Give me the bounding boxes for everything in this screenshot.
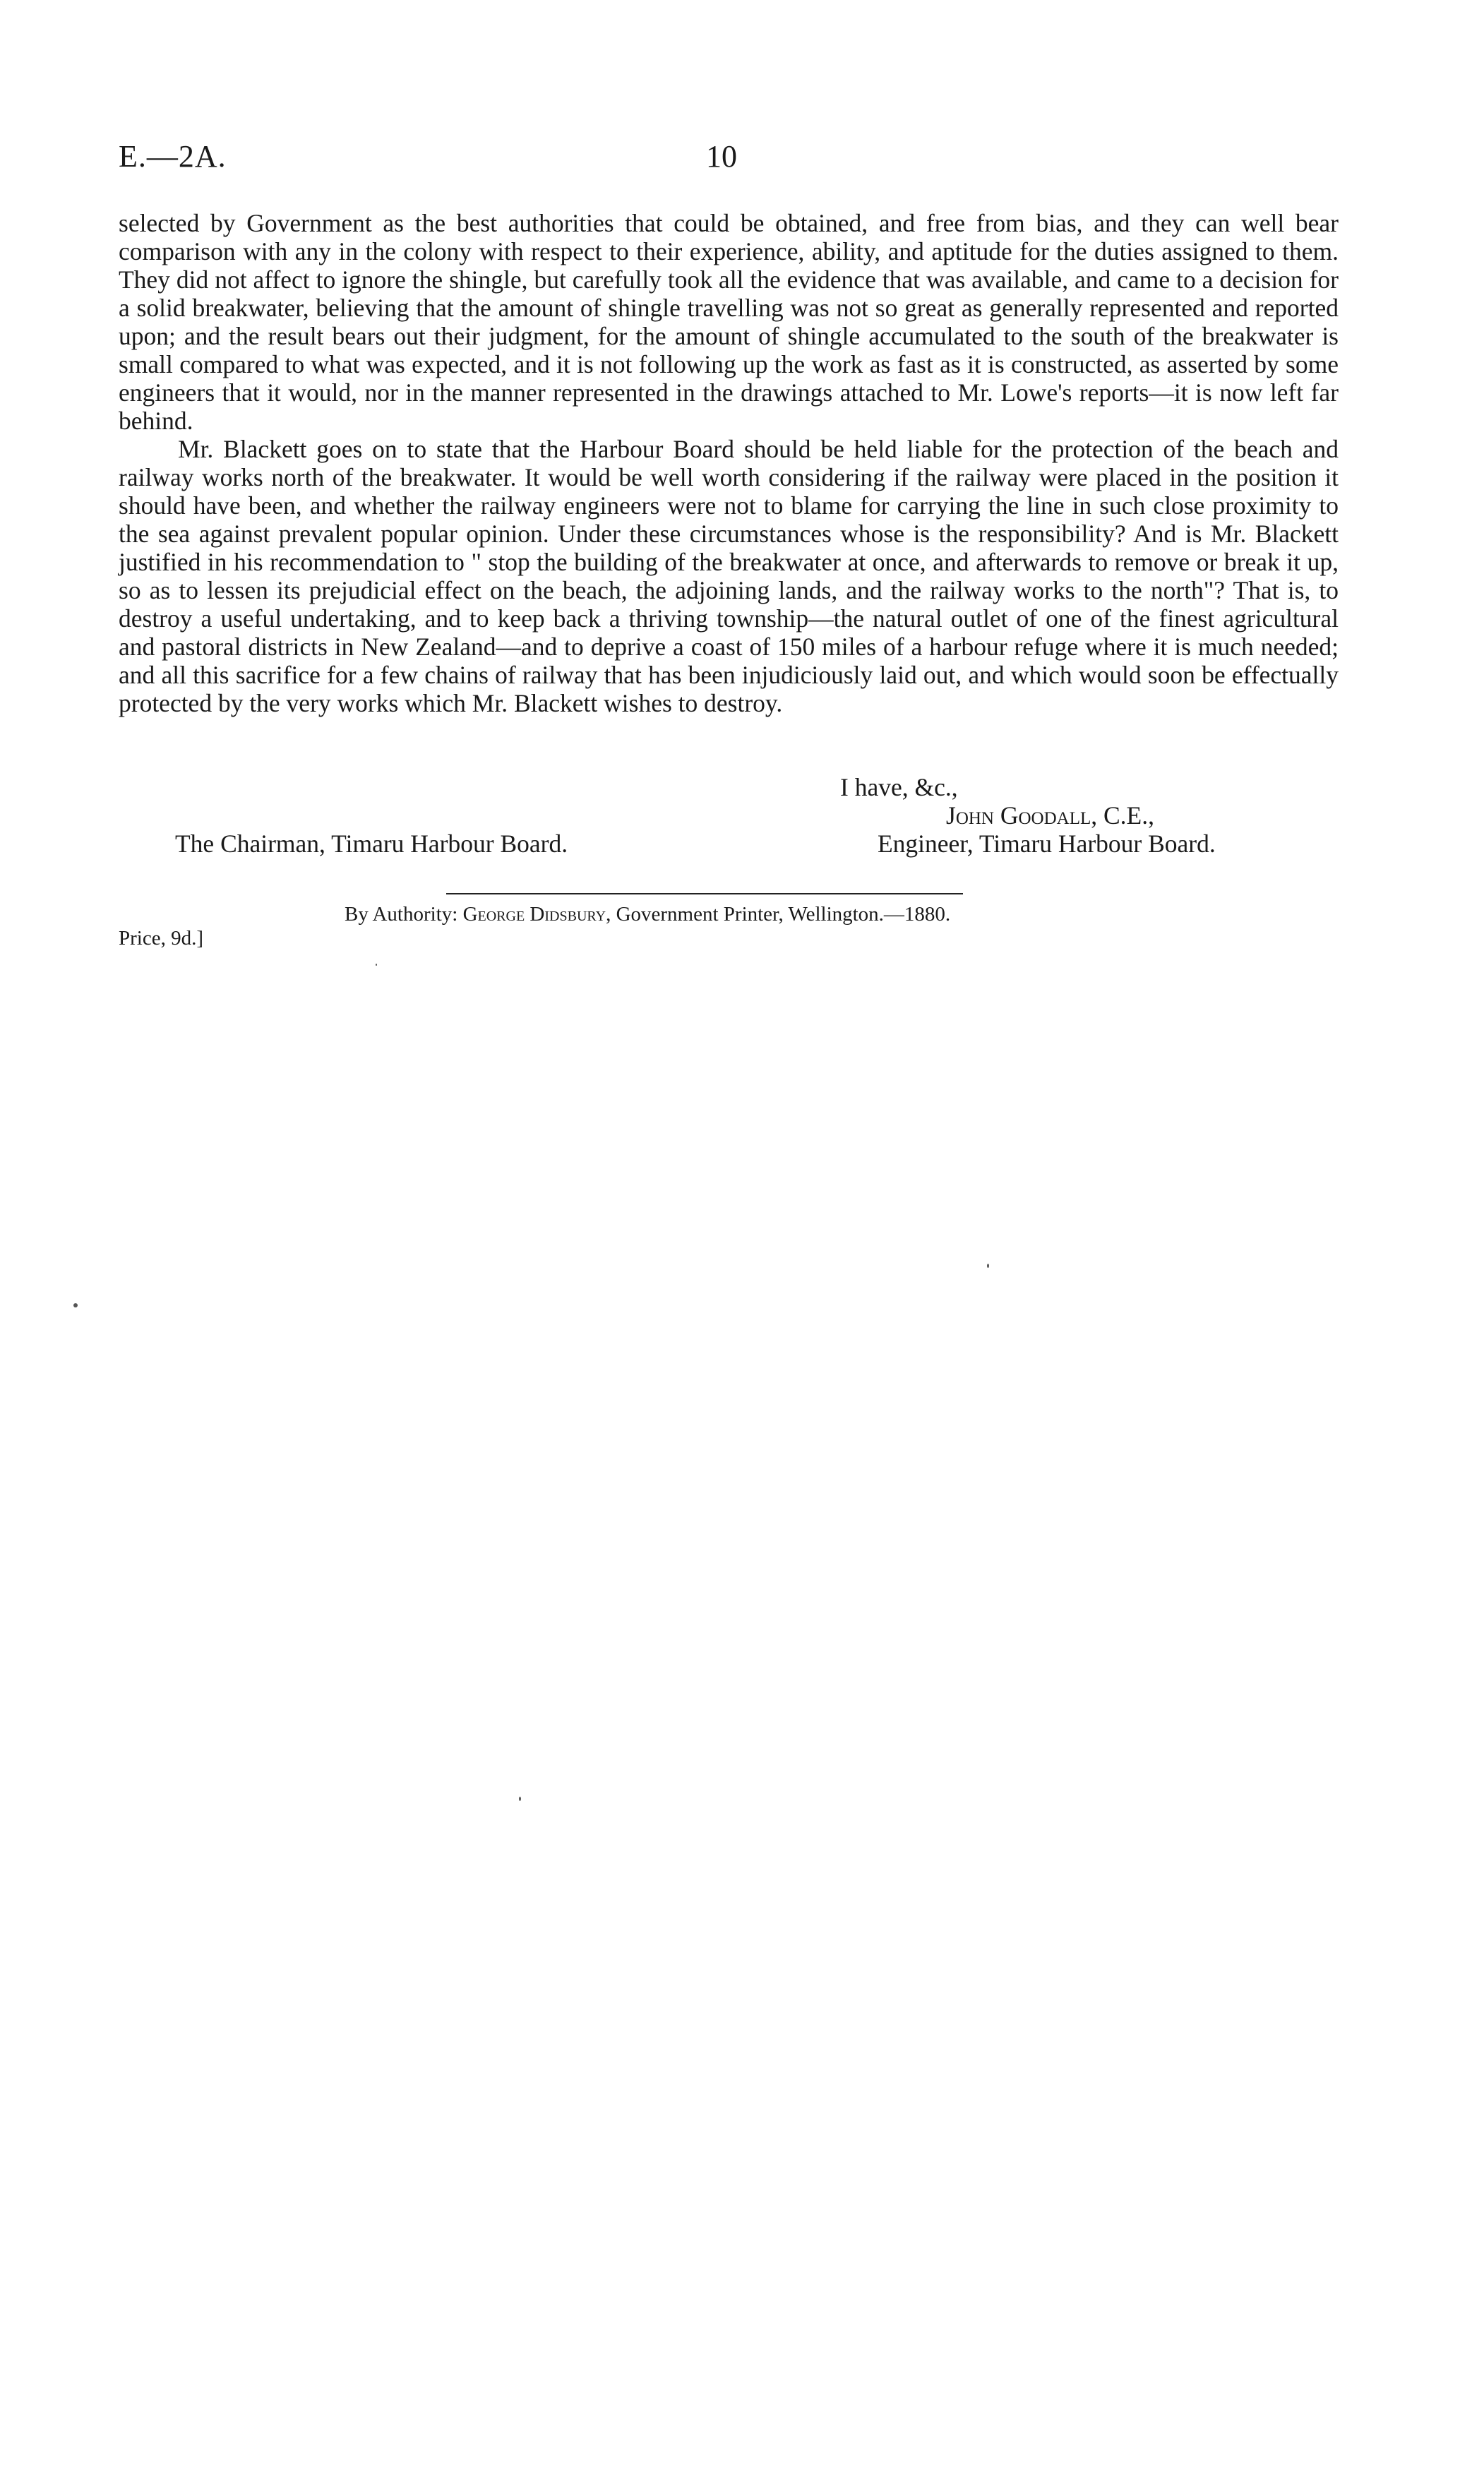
scan-speck <box>73 1303 78 1307</box>
signer-title: Engineer, Timaru Harbour Board. <box>878 830 1216 858</box>
document-reference: E.—2A. <box>119 139 227 174</box>
printer-name: George Didsbury <box>462 903 606 926</box>
printer-imprint <box>345 902 950 926</box>
footer-divider <box>446 893 963 894</box>
scan-speck <box>987 1264 989 1268</box>
scan-speck <box>376 964 377 966</box>
imprint-suffix: , Government Printer, Wellington.—1880. <box>606 903 951 926</box>
paragraph-1: selected by Government as the best authorities that could be obtained, and free from bias, and they can well bear comparison with any in the colony with respect to their experience, ability, and aptitude for the duties assigned to them. They did not affect to ignore the shingle, but carefully took all the evidence that was available, and came to a decision for a solid breakwater, believing that the amount of shingle travelling was not so great as generally represented and reported upon; and the result bears out their judgment, for the amount of shingle accumulated to the south of the breakwater is small compared to what was expected, and it is not following up the work as fast as it is constructed, as asserted by some engineers that it would, nor in the manner represented in the drawings attached to Mr. Lowe's reports—it is now left far behind. <box>119 209 1339 435</box>
scan-speck <box>519 1797 521 1801</box>
price-note: Price, 9d.] <box>119 927 203 950</box>
page-number: 10 <box>706 139 737 174</box>
imprint-prefix: By Authority: <box>345 903 463 926</box>
letter-addressee: The Chairman, Timaru Harbour Board. <box>175 830 568 858</box>
signer-name: John Goodall, C.E., <box>946 801 1154 830</box>
letter-closing: I have, &c., <box>840 773 958 801</box>
letter-body <box>119 209 1339 717</box>
paragraph-2: Mr. Blackett goes on to state that the Harbour Board should be held liable for the protection of the beach and railway works north of the breakwater. It would be well worth considering if the railway were placed in the position it should have been, and whether the railway engineers were not to blame for carrying the line in such close proximity to the sea against prevalent popular opinion. Under these circumstances whose is the responsibility? And is Mr. Blackett justified in his recommendation to " stop the building of the breakwater at once, and afterwards to remove or break it up, so as to lessen its prejudicial effect on the beach, the adjoining lands, and the railway works to the north"? That is, to destroy a useful undertaking, and to keep back a thriving township—the natural outlet of one of the finest agricultural and pastoral districts in New Zealand—and to deprive a coast of 150 miles of a harbour refuge where it is much needed; and all this sacrifice for a few chains of railway that has been injudiciously laid out, and which would soon be effectually protected by the very works which Mr. Blackett wishes to destroy. <box>119 435 1339 717</box>
